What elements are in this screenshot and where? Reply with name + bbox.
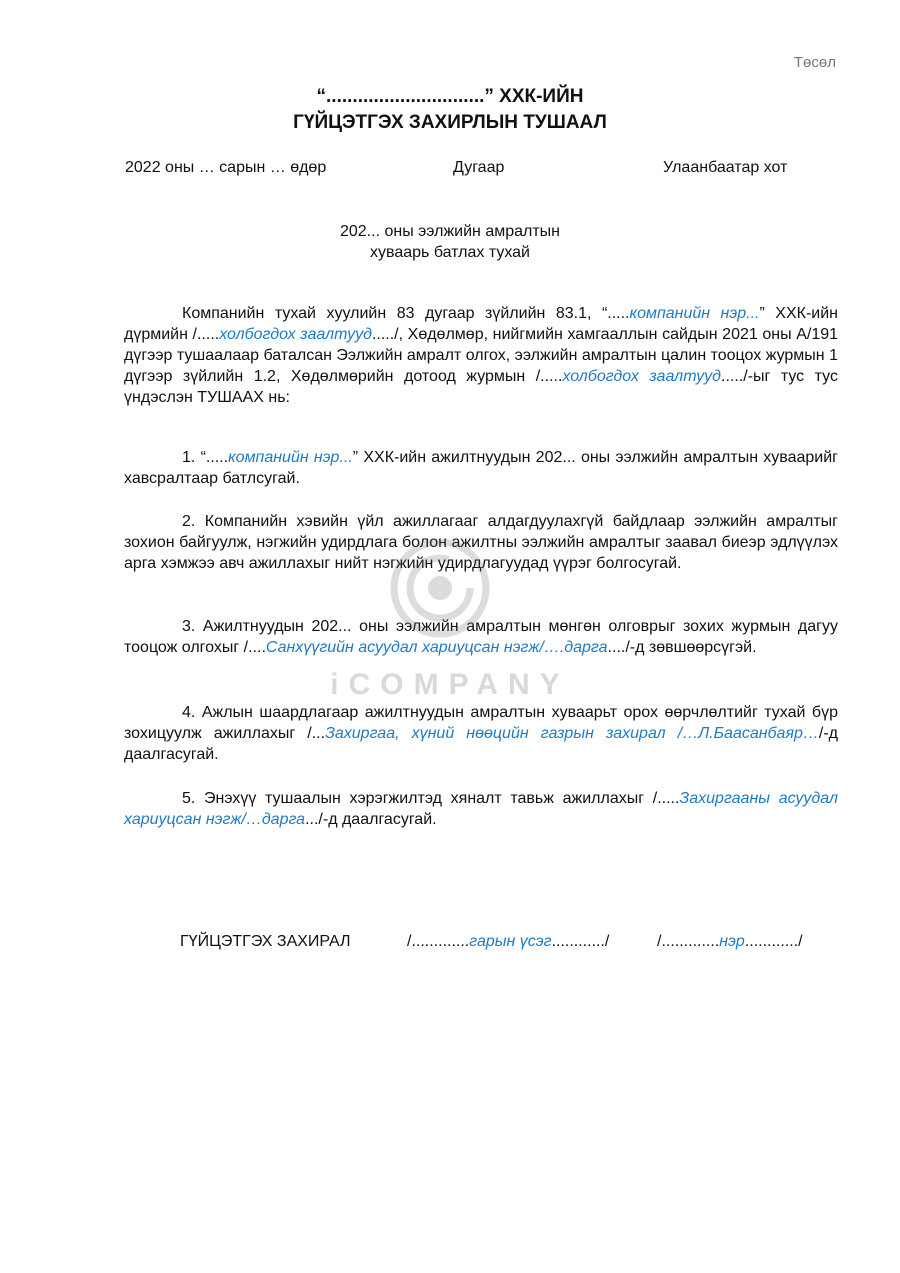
company-name-placeholder: компанийн нэр... [629, 305, 760, 322]
order-item-2 [124, 511, 838, 574]
item-text: 4. Ажлын шаардлагаар ажилтнуудын амралтын хуваарьт орох өөрчлөлтийг тухай бүр зохицуулж ажиллахыг /... [124, 704, 838, 742]
responsible-placeholder: Санхүүгийн асуудал хариуцсан нэгж/….дарга [265, 639, 608, 656]
name-dots: /............. [657, 933, 720, 950]
item-text: 5. Энэхүү тушаалын хэрэгжилтэд хяналт тавьж ажиллахыг /..... [182, 790, 680, 807]
item-text: 1. “..... [182, 449, 229, 466]
name-label: нэр [719, 933, 745, 950]
subject-line-1: 202... оны ээлжийн амралтын [339, 223, 561, 240]
clause-placeholder: холбогдох заалтууд [219, 326, 372, 343]
item-text: 2. Компанийн хэвийн үйл ажиллагааг алдагдуулахгүй байдлаар ээлжийн амралтыг зохион байгуулж, нэгжийн удирдлага болон ажилтны ээлжийн амралтыг заавал биеэр эдлүүлэх арга хэмжээ авч ажиллахыг нийт нэгжийн удирдлагуудад үүрэг болгосугай. [124, 513, 838, 572]
name-dots: ............/ [744, 933, 803, 950]
signature-label: гарын үсэг [469, 933, 552, 950]
order-number: Дугаар [453, 159, 505, 176]
name-field [657, 933, 803, 951]
document-title-company: “..............................” ХХК-ИЙН [316, 86, 584, 107]
item-text: ” ХХК-ийн ажилтнуудын 202... оны ээлжийн амралтын хуваарийг хавсралтаар батлсугай. [124, 449, 838, 487]
order-item-5 [124, 788, 838, 830]
responsible-placeholder: Захиргаа, хүний нөөцийн газрын захирал /…Л.Баасанбаяр… [325, 725, 819, 742]
signature-dots: ............/ [551, 933, 610, 950]
preamble-text: Компанийн тухай хуулийн 83 дугаар зүйлийн 83.1, “..... [182, 305, 630, 322]
company-name-placeholder: компанийн нэр... [228, 449, 353, 466]
order-date: 2022 оны … сарын … өдөр [125, 159, 327, 176]
document-title-order: ГҮЙЦЭТГЭХ ЗАХИРЛЫН ТУШААЛ [293, 112, 607, 133]
responsible-placeholder: Захиргааны асуудал хариуцсан нэгж/…дарга [124, 790, 838, 828]
order-subject [0, 221, 900, 263]
order-item-3 [124, 616, 838, 658]
draft-label: Төсөл [793, 54, 836, 71]
order-city: Улаанбаатар хот [663, 159, 788, 176]
clause-placeholder: холбогдох заалтууд [562, 368, 722, 385]
preamble-paragraph [124, 303, 838, 408]
signature-field [407, 933, 609, 951]
item-text: .../-д даалгасугай. [305, 811, 437, 828]
order-item-1 [124, 447, 838, 489]
signature-dots: /............. [407, 933, 470, 950]
item-text: /-д даалгасугай. [124, 725, 838, 763]
signature-title: ГҮЙЦЭТГЭХ ЗАХИРАЛ [180, 933, 351, 950]
item-text: 3. Ажилтнуудын 202... оны ээлжийн амралтын мөнгөн олговрыг зохих журмын дагуу тооцож олгохыг /.... [124, 618, 838, 656]
preamble-text: ...../-ыг тус тус үндэслэн ТУШААХ нь: [124, 368, 839, 406]
subject-line-2: хуваарь батлах тухай [370, 244, 530, 261]
item-text: ..../-д зөвшөөрсүгэй. [607, 639, 757, 656]
preamble-text: ...../, Хөдөлмөр, нийгмийн хамгааллын сайдын 2021 оны А/191 дүгээр тушаалаар баталсан Ээлжийн амралт олгох, ээлжийн амралтын цалин тооцох журмын 1 дүгээр зүйлийн 1.2, Хөдөлмөрийн дотоод журмын /..... [124, 326, 839, 385]
order-item-4 [124, 702, 838, 765]
preamble-text: ” ХХК-ийн дүрмийн /..... [124, 305, 839, 343]
watermark-text: iCOMPANY [330, 668, 570, 701]
